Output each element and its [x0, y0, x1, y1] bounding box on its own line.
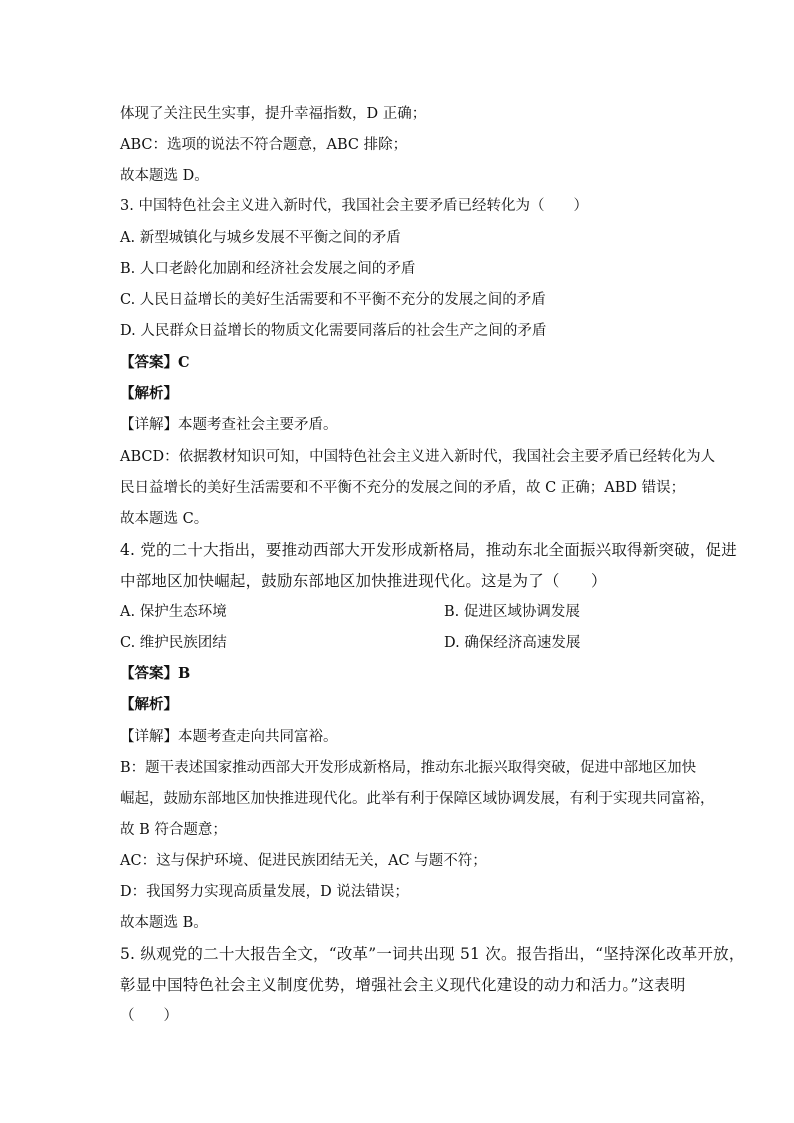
text-line: D：我国努力实现高质量发展，D 说法错误；: [120, 884, 409, 900]
text-line: 民日益增长的美好生活需要和不平衡不充分的发展之间的矛盾，故 C 正确；ABD 错误；: [120, 480, 686, 496]
text-line: 故本题选 B。: [120, 915, 208, 931]
text-line: 故本题选 C。: [120, 511, 209, 527]
question-5-blank: （ ）: [120, 1008, 178, 1024]
detail-line: 【详解】本题考查社会主要矛盾。: [120, 417, 338, 433]
analysis-label: 【解析】: [120, 696, 178, 713]
text-line: B：题干表述国家推动西部大开发形成新格局，推动东北振兴取得突破，促进中部地区加快: [120, 760, 697, 776]
question-3-stem: 3. 中国特色社会主义进入新时代，我国社会主要矛盾已经转化为（ ）: [120, 198, 588, 214]
text-line: 体现了关注民生实事，提升幸福指数，D 正确；: [120, 106, 427, 122]
text-line: ABCD：依据教材知识可知，中国特色社会主义进入新时代，我国社会主要矛盾已经转化为人: [120, 449, 716, 465]
question-4-option-a: A. 保护生态环境: [120, 604, 227, 620]
text-line: 故本题选 D。: [120, 168, 209, 184]
text-line: ABC：选项的说法不符合题意，ABC 排除；: [120, 137, 408, 153]
question-3-option-b: B. 人口老龄化加剧和经济社会发展之间的矛盾: [120, 261, 416, 277]
question-4-option-d: D. 确保经济高速发展: [444, 635, 581, 651]
question-4-stem-cont: 中部地区加快崛起，鼓励东部地区加快推进现代化。这是为了（ ）: [120, 572, 607, 590]
question-4-stem: 4. 党的二十大指出，要推动西部大开发形成新格局，推动东北全面振兴取得新突破，促进: [120, 541, 737, 559]
question-3-option-d: D. 人民群众日益增长的物质文化需要同落后的社会生产之间的矛盾: [120, 323, 547, 339]
question-5-stem: 5. 纵观党的二十大报告全文，“改革”一词共出现 51 次。报告指出，“坚持深化改革开放，: [120, 945, 745, 963]
analysis-label: 【解析】: [120, 385, 178, 402]
detail-line: 【详解】本题考查走向共同富裕。: [120, 729, 338, 745]
answer-label: 【答案】B: [120, 665, 191, 682]
text-line: AC：这与保护环境、促进民族团结无关，AC 与题不符；: [120, 853, 487, 869]
question-4-option-b: B. 促进区域协调发展: [444, 604, 580, 620]
answer-label: 【答案】C: [120, 354, 190, 371]
question-3-option-c: C. 人民日益增长的美好生活需要和不平衡不充分的发展之间的矛盾: [120, 292, 546, 308]
text-line: 崛起，鼓励东部地区加快推进现代化。此举有利于保障区域协调发展，有利于实现共同富裕，: [120, 791, 715, 807]
text-line: 故 B 符合题意；: [120, 822, 227, 838]
question-3-option-a: A. 新型城镇化与城乡发展不平衡之间的矛盾: [120, 230, 401, 246]
question-4-option-c: C. 维护民族团结: [120, 635, 227, 651]
question-5-stem-cont: 彰显中国特色社会主义制度优势，增强社会主义现代化建设的动力和活力。”这表明: [120, 976, 686, 994]
